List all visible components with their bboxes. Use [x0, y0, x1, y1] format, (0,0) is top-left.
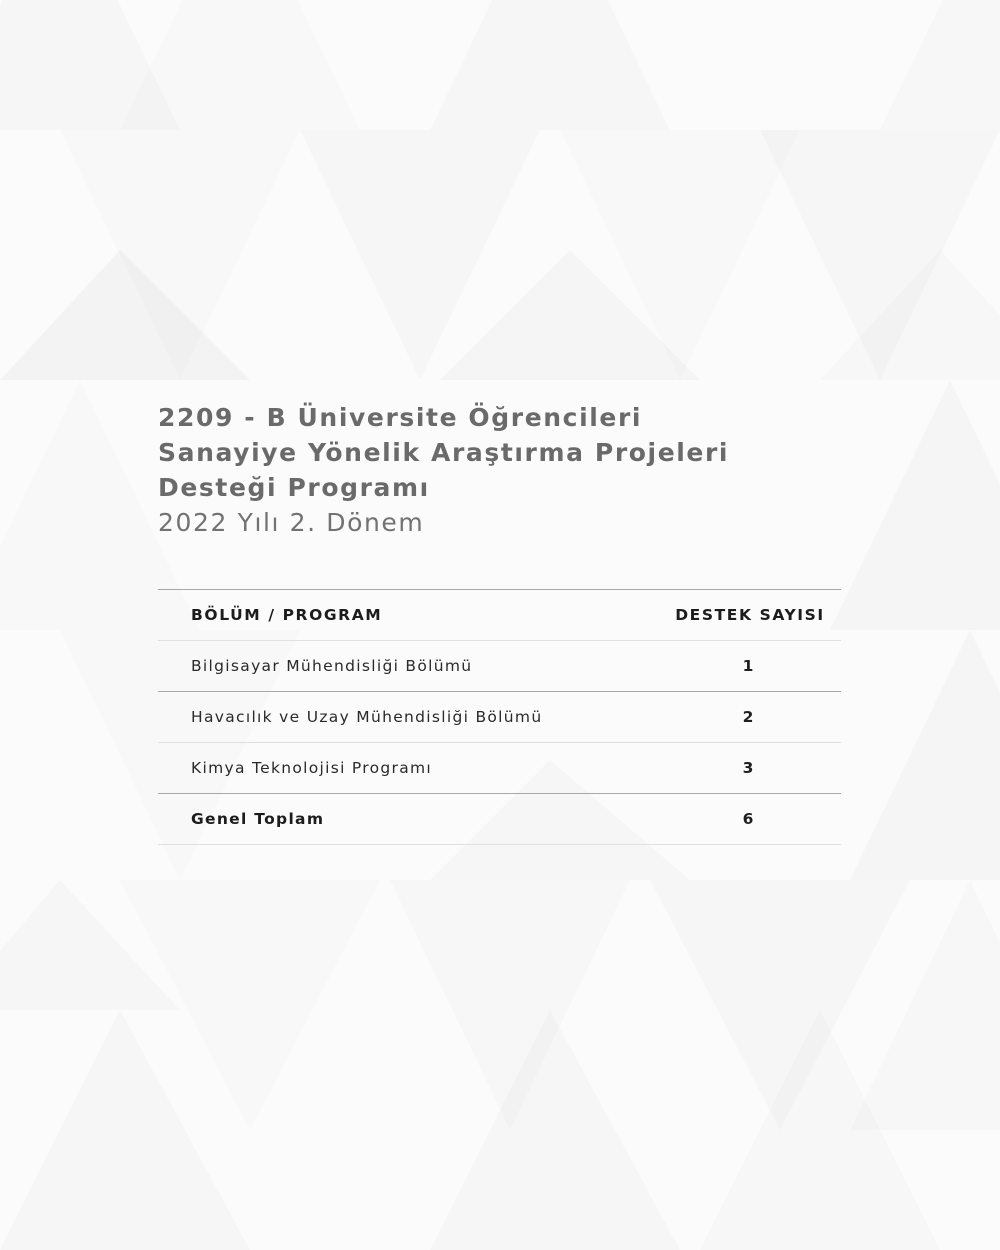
table-header-row [158, 590, 841, 640]
total-label: Genel Toplam [191, 810, 325, 828]
table-total-row [158, 794, 841, 844]
main-content [158, 400, 841, 828]
title-line: 2209 - B Üniversite Öğrencileri [158, 403, 643, 432]
count-cell: 2 [742, 708, 754, 726]
program-cell: Bilgisayar Mühendisliği Bölümü [191, 657, 473, 675]
count-cell: 3 [742, 759, 754, 777]
title-line: Sanayiye Yönelik Araştırma Projeleri [158, 438, 730, 467]
program-cell: Havacılık ve Uzay Mühendisliği Bölümü [191, 708, 543, 726]
table-row [158, 641, 841, 691]
page-subtitle: 2022 Yılı 2. Dönem [158, 508, 425, 537]
support-table [158, 589, 841, 845]
table-divider [158, 844, 841, 845]
total-count: 6 [742, 810, 754, 828]
table-row [158, 692, 841, 742]
column-header-count: DESTEK SAYISI [675, 606, 825, 624]
title-line: Desteği Programı [158, 473, 430, 502]
table-row [158, 743, 841, 793]
program-cell: Kimya Teknolojisi Programı [191, 759, 433, 777]
count-cell: 1 [742, 657, 754, 675]
column-header-program: BÖLÜM / PROGRAM [191, 606, 383, 624]
page-title [158, 400, 841, 505]
